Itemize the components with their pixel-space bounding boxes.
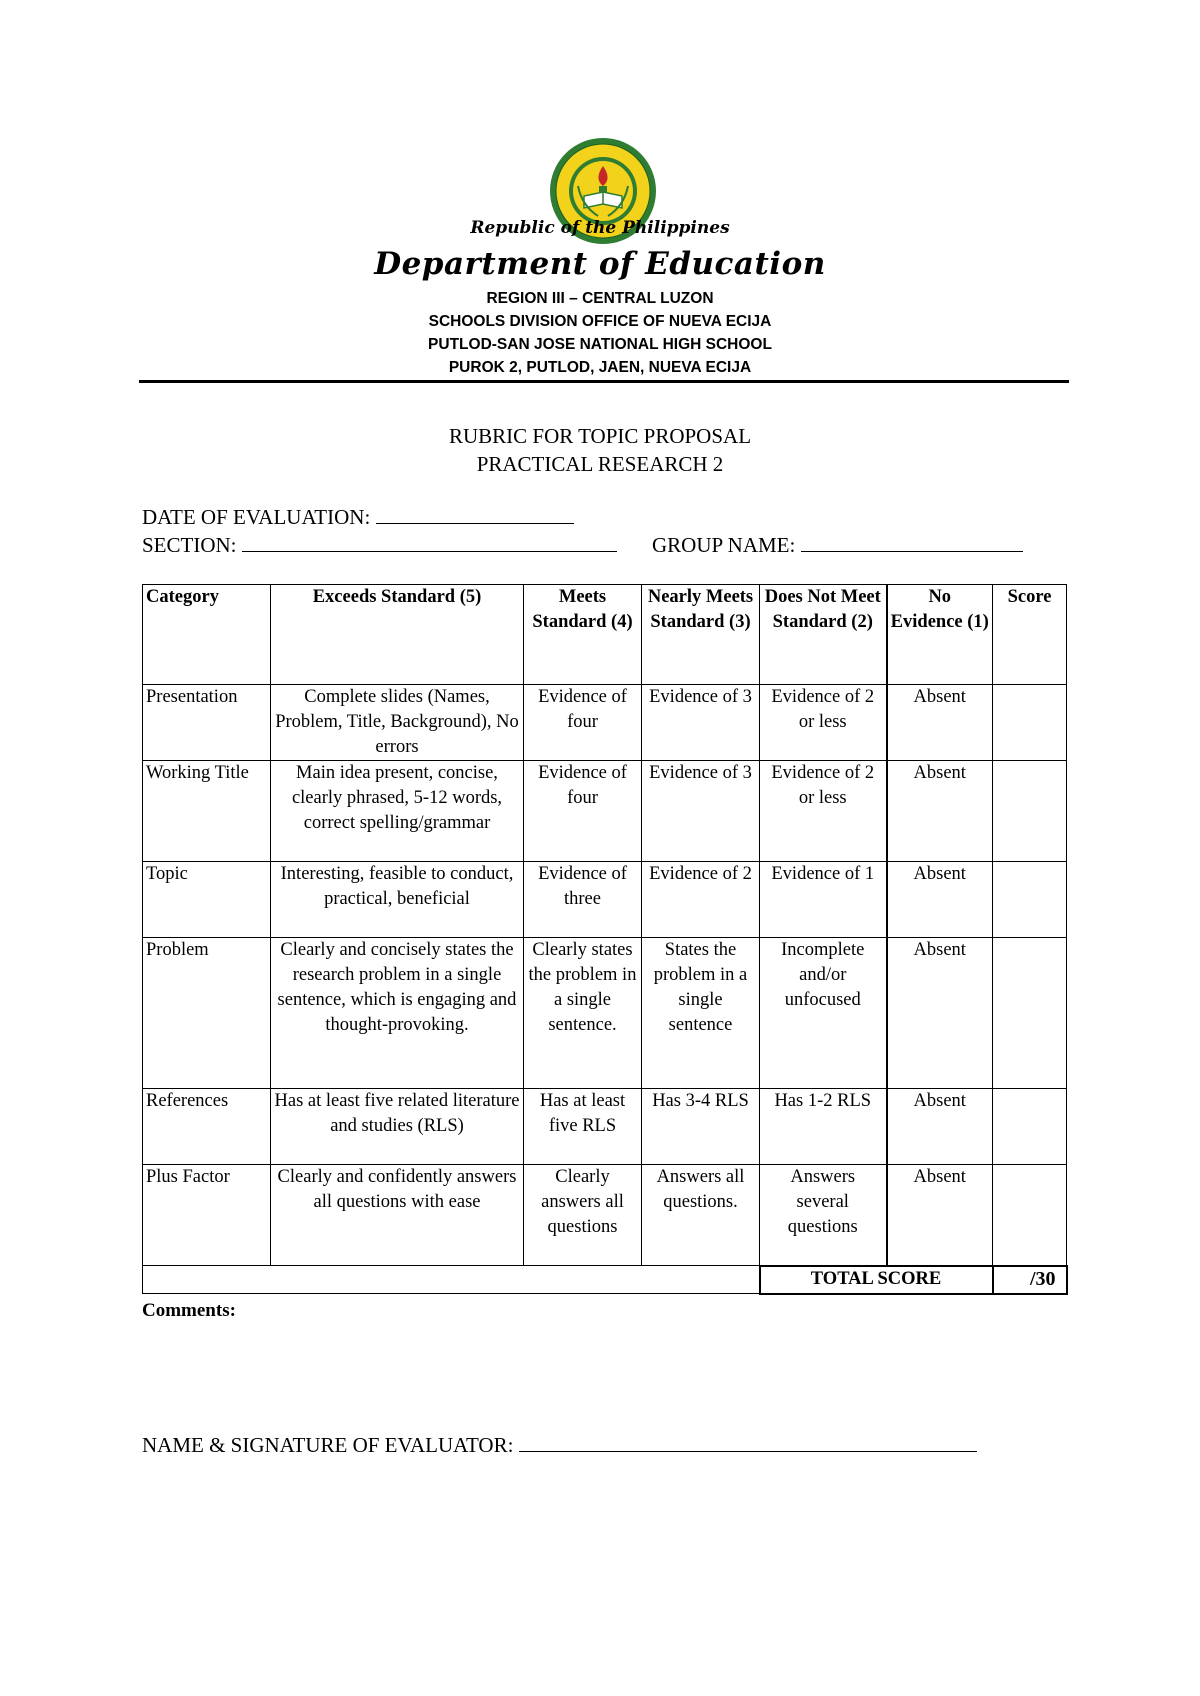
address-line: PUROK 2, PUTLOD, JAEN, NUEVA ECIJA <box>448 359 752 376</box>
does-not-cell: Evidence of 2 or less <box>760 761 887 862</box>
category-cell: Topic <box>143 862 271 938</box>
meets-cell: Evidence of four <box>524 761 642 862</box>
does-not-cell: Evidence of 1 <box>760 862 887 938</box>
score-cell[interactable] <box>993 862 1067 938</box>
header-category: Category <box>143 585 271 685</box>
evaluator-field[interactable] <box>142 1433 977 1458</box>
group-blank[interactable] <box>801 534 1023 552</box>
division-line: SCHOOLS DIVISION OFFICE OF NUEVA ECIJA <box>428 313 772 330</box>
section-label: SECTION: <box>142 533 237 557</box>
meets-cell: Evidence of four <box>524 685 642 761</box>
date-label: DATE OF EVALUATION: <box>142 505 371 529</box>
header-exceeds: Exceeds Standard (5) <box>271 585 524 685</box>
exceeds-cell: Has at least five related literature and studies (RLS) <box>271 1089 524 1165</box>
nearly-cell: Has 3-4 RLS <box>642 1089 760 1165</box>
department-title: Department of Education <box>374 246 826 282</box>
score-cell[interactable] <box>993 1089 1067 1165</box>
total-row <box>143 1266 1067 1294</box>
comments-label: Comments: <box>142 1300 236 1321</box>
nearly-cell: Answers all questions. <box>642 1165 760 1266</box>
total-spacer <box>143 1266 760 1294</box>
table-row <box>143 1089 1067 1165</box>
no-evidence-cell: Absent <box>887 938 993 1089</box>
table-row <box>143 685 1067 761</box>
rubric-table <box>142 584 1068 1295</box>
score-cell[interactable] <box>993 761 1067 862</box>
exceeds-cell: Clearly and concisely states the research problem in a single sentence, which is engaging and thought-provoking. <box>271 938 524 1089</box>
does-not-cell: Answers several questions <box>760 1165 887 1266</box>
nearly-cell: Evidence of 3 <box>642 685 760 761</box>
section-field[interactable] <box>142 533 617 558</box>
meets-cell: Evidence of three <box>524 862 642 938</box>
score-cell[interactable] <box>993 1165 1067 1266</box>
table-row <box>143 1165 1067 1266</box>
does-not-cell: Has 1-2 RLS <box>760 1089 887 1165</box>
group-name-field[interactable] <box>652 533 1023 558</box>
date-of-evaluation-field[interactable] <box>142 505 574 530</box>
category-cell: Plus Factor <box>143 1165 271 1266</box>
no-evidence-cell: Absent <box>887 685 993 761</box>
category-cell: Problem <box>143 938 271 1089</box>
document-title: RUBRIC FOR TOPIC PROPOSAL <box>448 424 752 448</box>
region-line: REGION III – CENTRAL LUZON <box>486 290 714 307</box>
table-row <box>143 938 1067 1089</box>
meets-cell: Clearly answers all questions <box>524 1165 642 1266</box>
rubric-header-row <box>143 585 1067 685</box>
group-label: GROUP NAME: <box>652 533 796 557</box>
meets-cell: Has at least five RLS <box>524 1089 642 1165</box>
category-cell: Presentation <box>143 685 271 761</box>
total-score-label: TOTAL SCORE <box>760 1266 993 1294</box>
exceeds-cell: Complete slides (Names, Problem, Title, Background), No errors <box>271 685 524 761</box>
no-evidence-cell: Absent <box>887 1165 993 1266</box>
table-row <box>143 761 1067 862</box>
header-meets: Meets Standard (4) <box>524 585 642 685</box>
nearly-cell: States the problem in a single sentence <box>642 938 760 1089</box>
category-cell: Working Title <box>143 761 271 862</box>
evaluator-label: NAME & SIGNATURE OF EVALUATOR: <box>142 1433 514 1457</box>
header-divider <box>139 380 1069 383</box>
table-row <box>143 862 1067 938</box>
does-not-cell: Incomplete and/or unfocused <box>760 938 887 1089</box>
republic-line: Republic of the Philippines <box>470 218 730 238</box>
category-cell: References <box>143 1089 271 1165</box>
exceeds-cell: Interesting, feasible to conduct, practical, beneficial <box>271 862 524 938</box>
date-blank[interactable] <box>376 506 574 524</box>
header-score: Score <box>993 585 1067 685</box>
nearly-cell: Evidence of 2 <box>642 862 760 938</box>
header-nearly: Nearly Meets Standard (3) <box>642 585 760 685</box>
header-does-not: Does Not Meet Standard (2) <box>760 585 887 685</box>
exceeds-cell: Main idea present, concise, clearly phrased, 5-12 words, correct spelling/grammar <box>271 761 524 862</box>
total-score-value[interactable]: /30 <box>993 1266 1067 1294</box>
no-evidence-cell: Absent <box>887 862 993 938</box>
meets-cell: Clearly states the problem in a single sentence. <box>524 938 642 1089</box>
no-evidence-cell: Absent <box>887 1089 993 1165</box>
score-cell[interactable] <box>993 685 1067 761</box>
section-blank[interactable] <box>242 534 617 552</box>
does-not-cell: Evidence of 2 or less <box>760 685 887 761</box>
school-line: PUTLOD-SAN JOSE NATIONAL HIGH SCHOOL <box>428 336 772 353</box>
exceeds-cell: Clearly and confidently answers all questions with ease <box>271 1165 524 1266</box>
document-subtitle: PRACTICAL RESEARCH 2 <box>476 452 724 476</box>
evaluator-blank[interactable] <box>519 1434 977 1452</box>
score-cell[interactable] <box>993 938 1067 1089</box>
header-no-evidence: No Evidence (1) <box>887 585 993 685</box>
nearly-cell: Evidence of 3 <box>642 761 760 862</box>
no-evidence-cell: Absent <box>887 761 993 862</box>
